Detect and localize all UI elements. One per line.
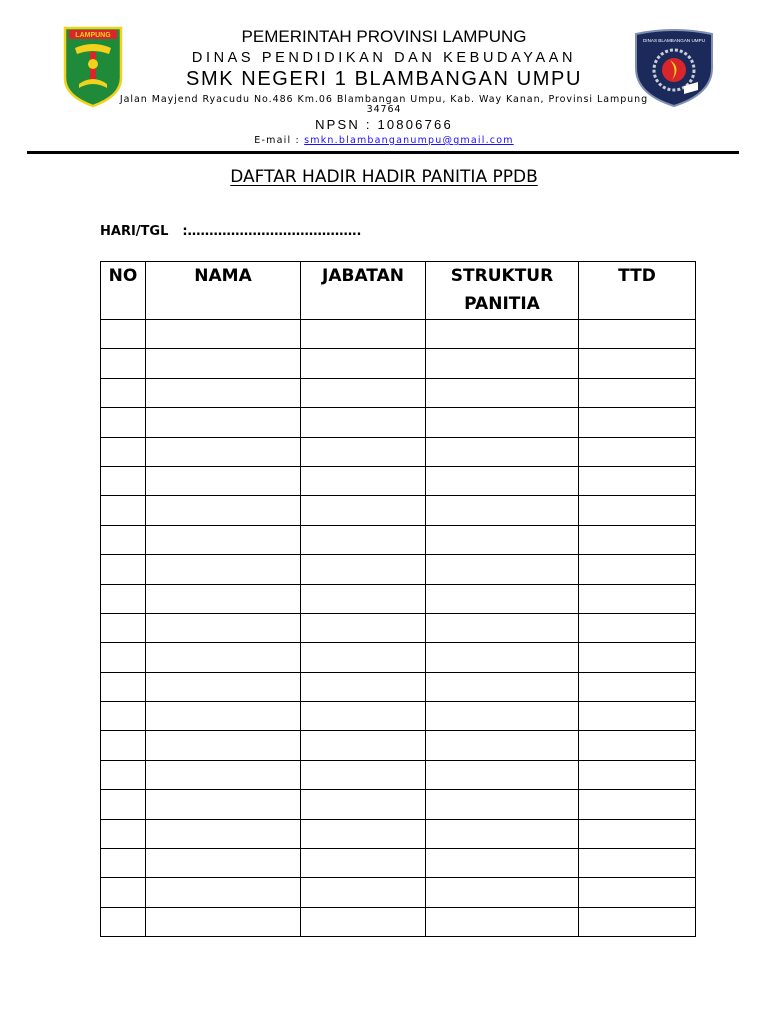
table-cell[interactable] (579, 672, 696, 701)
table-cell[interactable] (101, 437, 146, 466)
table-cell[interactable] (579, 849, 696, 878)
table-cell[interactable] (426, 555, 579, 584)
table-cell[interactable] (579, 408, 696, 437)
table-cell[interactable] (146, 819, 301, 848)
attendance-table (100, 261, 696, 937)
table-cell[interactable] (579, 437, 696, 466)
table-cell[interactable] (301, 555, 426, 584)
table-cell[interactable] (579, 466, 696, 495)
table-cell[interactable] (301, 878, 426, 907)
table-cell[interactable] (301, 408, 426, 437)
table-cell[interactable] (426, 790, 579, 819)
table-cell[interactable] (426, 349, 579, 378)
document-title: DAFTAR HADIR HADIR PANITIA PPDB (230, 167, 538, 187)
table-cell[interactable] (301, 643, 426, 672)
table-cell[interactable] (146, 496, 301, 525)
table-cell[interactable] (146, 907, 301, 936)
table-cell[interactable] (301, 702, 426, 731)
table-row (101, 378, 696, 407)
table-row (101, 878, 696, 907)
table-cell[interactable] (301, 819, 426, 848)
table-cell[interactable] (426, 731, 579, 760)
table-row (101, 525, 696, 554)
table-cell[interactable] (301, 584, 426, 613)
table-cell[interactable] (426, 643, 579, 672)
table-cell[interactable] (426, 672, 579, 701)
table-cell[interactable] (101, 378, 146, 407)
table-cell[interactable] (426, 437, 579, 466)
table-cell[interactable] (101, 408, 146, 437)
date-field (100, 224, 362, 239)
table-cell[interactable] (579, 349, 696, 378)
table-row (101, 320, 696, 349)
table-row (101, 849, 696, 878)
table-cell[interactable] (579, 907, 696, 936)
emblem-label: DINAS BLAMBANGAN UMPU (642, 38, 706, 43)
table-cell[interactable] (101, 819, 146, 848)
table-cell[interactable] (301, 349, 426, 378)
column-header-jabatan: JABATAN (301, 262, 426, 320)
table-cell[interactable] (579, 525, 696, 554)
table-cell[interactable] (426, 466, 579, 495)
table-cell[interactable] (426, 613, 579, 642)
table-cell[interactable] (426, 496, 579, 525)
table-cell[interactable] (301, 731, 426, 760)
table-cell[interactable] (101, 525, 146, 554)
table-cell[interactable] (101, 496, 146, 525)
table-row (101, 907, 696, 936)
column-header-ttd: TTD (579, 262, 696, 320)
table-row (101, 496, 696, 525)
table-cell[interactable] (426, 702, 579, 731)
header-email-line (150, 135, 618, 146)
column-header-no: NO (101, 262, 146, 320)
table-cell[interactable] (301, 790, 426, 819)
table-cell[interactable] (146, 760, 301, 789)
table-cell[interactable] (426, 378, 579, 407)
table-row (101, 408, 696, 437)
table-cell[interactable] (101, 613, 146, 642)
table-cell[interactable] (101, 672, 146, 701)
table-cell[interactable] (146, 525, 301, 554)
table-cell[interactable] (426, 584, 579, 613)
table-cell[interactable] (301, 320, 426, 349)
table-cell[interactable] (579, 643, 696, 672)
table-cell[interactable] (301, 613, 426, 642)
table-cell[interactable] (101, 849, 146, 878)
table-cell[interactable] (146, 790, 301, 819)
table-cell[interactable] (579, 790, 696, 819)
table-row (101, 643, 696, 672)
table-cell[interactable] (146, 643, 301, 672)
table-row (101, 349, 696, 378)
table-cell[interactable] (579, 378, 696, 407)
table-cell[interactable] (146, 378, 301, 407)
table-cell[interactable] (579, 702, 696, 731)
table-cell[interactable] (101, 466, 146, 495)
table-cell[interactable] (101, 320, 146, 349)
table-row (101, 760, 696, 789)
table-cell[interactable] (301, 760, 426, 789)
table-cell[interactable] (101, 790, 146, 819)
table-header-row (101, 262, 696, 320)
table-cell[interactable] (426, 819, 579, 848)
table-cell[interactable] (579, 555, 696, 584)
table-row (101, 819, 696, 848)
header-divider (27, 151, 739, 154)
table-cell[interactable] (579, 731, 696, 760)
table-cell[interactable] (101, 702, 146, 731)
header-school-name: SMK NEGERI 1 BLAMBANGAN UMPU (186, 68, 582, 90)
crest-label: LAMPUNG (75, 32, 111, 39)
table-row (101, 437, 696, 466)
table-cell[interactable] (426, 849, 579, 878)
email-label: E-mail : (254, 135, 305, 146)
table-row (101, 790, 696, 819)
table-cell[interactable] (579, 496, 696, 525)
date-blank: :…………………………………. (182, 224, 362, 239)
table-cell[interactable] (146, 584, 301, 613)
table-cell[interactable] (146, 702, 301, 731)
table-cell[interactable] (426, 878, 579, 907)
table-cell[interactable] (579, 584, 696, 613)
table-cell[interactable] (101, 584, 146, 613)
header-government-line: PEMERINTAH PROVINSI LAMPUNG (241, 27, 527, 46)
table-cell[interactable] (101, 907, 146, 936)
table-cell[interactable] (301, 466, 426, 495)
header-npsn: NPSN : 10806766 (315, 117, 453, 132)
table-cell[interactable] (101, 731, 146, 760)
table-cell[interactable] (146, 437, 301, 466)
table-cell[interactable] (301, 496, 426, 525)
table-cell[interactable] (426, 760, 579, 789)
table-cell[interactable] (579, 320, 696, 349)
table-row (101, 555, 696, 584)
table-cell[interactable] (579, 819, 696, 848)
column-header-nama: NAMA (146, 262, 301, 320)
table-cell[interactable] (301, 378, 426, 407)
table-cell[interactable] (146, 878, 301, 907)
table-cell[interactable] (146, 466, 301, 495)
table-cell[interactable] (426, 525, 579, 554)
table-row (101, 672, 696, 701)
table-cell[interactable] (101, 349, 146, 378)
table-cell[interactable] (579, 760, 696, 789)
table-cell[interactable] (301, 525, 426, 554)
header-department-line: DINAS PENDIDIKAN DAN KEBUDAYAAN (191, 50, 577, 66)
table-cell[interactable] (101, 760, 146, 789)
column-header-struktur-panitia: STRUKTUR PANITIA (426, 262, 579, 320)
table-cell[interactable] (301, 672, 426, 701)
header-postal-code: 34764 (366, 104, 402, 115)
table-cell[interactable] (146, 320, 301, 349)
table-row (101, 613, 696, 642)
email-link[interactable]: smkn.blambanganumpu@gmail.com (304, 135, 514, 146)
date-label: HARI/TGL (100, 224, 169, 239)
table-cell[interactable] (301, 849, 426, 878)
table-cell[interactable] (146, 408, 301, 437)
table-cell[interactable] (101, 555, 146, 584)
table-cell[interactable] (101, 643, 146, 672)
table-cell[interactable] (579, 878, 696, 907)
table-cell[interactable] (301, 437, 426, 466)
table-cell[interactable] (146, 849, 301, 878)
table-cell[interactable] (426, 320, 579, 349)
table-row (101, 731, 696, 760)
header-address: Jalan Mayjend Ryacudu No.486 Km.06 Blambangan Umpu, Kab. Way Kanan, Provinsi Lampung (119, 94, 649, 105)
table-cell[interactable] (146, 555, 301, 584)
table-cell[interactable] (146, 672, 301, 701)
table-cell[interactable] (426, 907, 579, 936)
table-cell[interactable] (101, 878, 146, 907)
table-cell[interactable] (146, 613, 301, 642)
table-row (101, 702, 696, 731)
table-cell[interactable] (146, 731, 301, 760)
table-cell[interactable] (579, 613, 696, 642)
table-cell[interactable] (426, 408, 579, 437)
table-body (101, 320, 696, 937)
table-cell[interactable] (146, 349, 301, 378)
table-row (101, 584, 696, 613)
table-cell[interactable] (301, 907, 426, 936)
table-row (101, 466, 696, 495)
